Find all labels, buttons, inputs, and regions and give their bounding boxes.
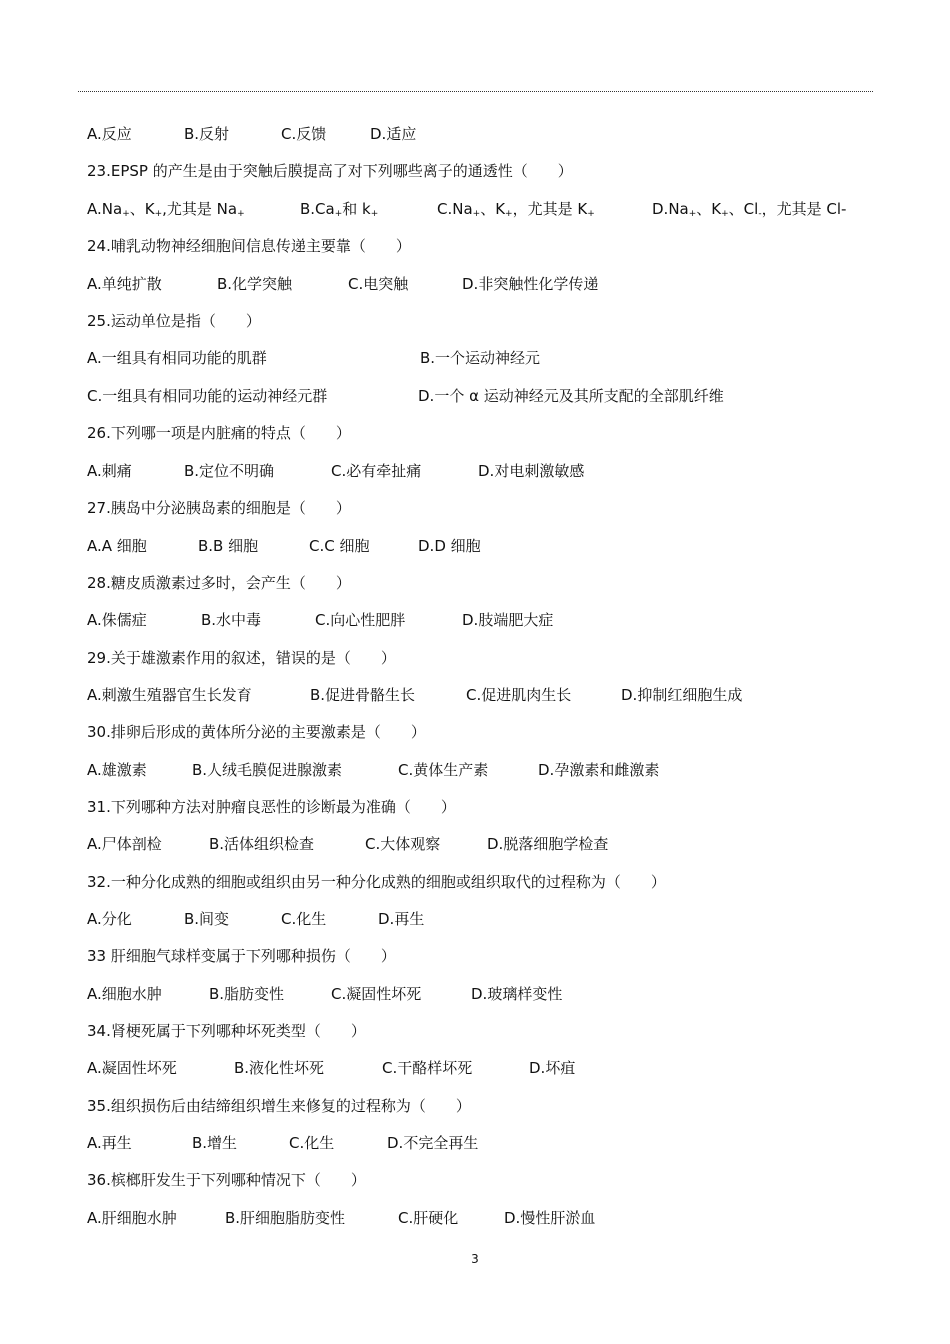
option-b: B.一个运动神经元 [420, 349, 541, 367]
question-34-stem: 34.肾梗死属于下列哪种坏死类型（ ） [87, 1022, 366, 1040]
option-a: A.侏儒症 [87, 611, 147, 629]
option-a: A.凝固性坏死 [87, 1059, 177, 1077]
option-b: B.间变 [184, 910, 230, 928]
question-26-stem: 26.下列哪一项是内脏痛的特点（ ） [87, 424, 351, 442]
option-b: B.水中毒 [201, 611, 262, 629]
option-d: D.再生 [378, 910, 425, 928]
question-28-stem: 28.糖皮质激素过多时，会产生（ ） [87, 574, 351, 592]
option-a: A.刺痛 [87, 462, 132, 480]
header-divider [78, 91, 873, 92]
option-a: A.肝细胞水肿 [87, 1209, 177, 1227]
option-d: D.非突触性化学传递 [462, 275, 599, 293]
question-24-stem: 24.哺乳动物神经细胞间信息传递主要靠（ ） [87, 237, 411, 255]
option-b: B.液化性坏死 [234, 1059, 325, 1077]
option-b: B.反射 [184, 125, 230, 143]
option-c: C.一组具有相同功能的运动神经元群 [87, 387, 328, 405]
option-d: D.脱落细胞学检查 [487, 835, 609, 853]
option-b: B.化学突触 [217, 275, 293, 293]
question-27-stem: 27.胰岛中分泌胰岛素的细胞是（ ） [87, 499, 351, 517]
option-a: A.刺激生殖器官生长发育 [87, 686, 252, 704]
question-32-stem: 32.一种分化成熟的细胞或组织由另一种分化成熟的细胞或组织取代的过程称为（ ） [87, 873, 666, 891]
question-36-stem: 36.槟榔肝发生于下列哪种情况下（ ） [87, 1171, 366, 1189]
option-d: D.慢性肝淤血 [504, 1209, 596, 1227]
option-c: C.必有牵扯痛 [331, 462, 422, 480]
option-b: B.肝细胞脂肪变性 [225, 1209, 346, 1227]
option-c: C.化生 [289, 1134, 335, 1152]
option-b: B.增生 [192, 1134, 238, 1152]
option-a: A.再生 [87, 1134, 132, 1152]
option-b: B.脂肪变性 [209, 985, 285, 1003]
option-c: $C.Na_+$、$K_+$，尤其是 $K_+$ [437, 200, 595, 219]
option-a: A.反应 [87, 125, 132, 143]
option-c: C.反馈 [281, 125, 327, 143]
question-29-stem: 29.关于雄激素作用的叙述，错误的是（ ） [87, 649, 396, 667]
option-b: B.人绒毛膜促进腺激素 [192, 761, 343, 779]
option-c: C.大体观察 [365, 835, 441, 853]
option-b: B.促进骨骼生长 [310, 686, 416, 704]
option-d: D.玻璃样变性 [471, 985, 563, 1003]
option-a: A.雄激素 [87, 761, 147, 779]
option-c: C.黄体生产素 [398, 761, 489, 779]
question-35-stem: 35.组织损伤后由结缔组织增生来修复的过程称为（ ） [87, 1097, 471, 1115]
option-a: A.一组具有相同功能的肌群 [87, 349, 267, 367]
option-b: B.定位不明确 [184, 462, 275, 480]
option-b: $B.Ca_+$和 $k_+$ [300, 200, 379, 219]
option-d: D.抑制红细胞生成 [621, 686, 743, 704]
option-d: D.孕激素和雌激素 [538, 761, 660, 779]
option-a: A.细胞水肿 [87, 985, 162, 1003]
option-c: C.肝硬化 [398, 1209, 459, 1227]
question-30-stem: 30.排卵后形成的黄体所分泌的主要激素是（ ） [87, 723, 426, 741]
option-a: A.分化 [87, 910, 132, 928]
question-33-stem: 33 肝细胞气球样变属于下列哪种损伤（ ） [87, 947, 396, 965]
option-c: C.向心性肥胖 [315, 611, 406, 629]
option-d: D.适应 [370, 125, 417, 143]
option-d: D.不完全再生 [387, 1134, 479, 1152]
option-d: D.一个 α 运动神经元及其所支配的全部肌纤维 [418, 387, 724, 405]
question-23-stem: 23.EPSP 的产生是由于突触后膜提高了对下列哪些离子的通透性（ ） [87, 162, 573, 180]
option-b: B.活体组织检查 [209, 835, 315, 853]
option-d: D.对电刺激敏感 [478, 462, 585, 480]
option-c: C.干酪样坏死 [382, 1059, 473, 1077]
option-c: C.凝固性坏死 [331, 985, 422, 1003]
option-d: D.肢端肥大症 [462, 611, 554, 629]
page-number: 3 [471, 1252, 479, 1266]
option-d: $D.Na_+$、$K_+$、$Cl_-$，尤其是 Cl- [652, 200, 847, 219]
option-b: B.B 细胞 [198, 537, 259, 555]
option-c: C.电突触 [348, 275, 409, 293]
option-c: C.促进肌肉生长 [466, 686, 572, 704]
option-a: A.A 细胞 [87, 537, 147, 555]
option-d: D.坏疽 [529, 1059, 576, 1077]
option-a: $A.Na_+$、$K_+$,尤其是 $Na_+$ [87, 200, 245, 219]
option-a: A.单纯扩散 [87, 275, 162, 293]
question-31-stem: 31.下列哪种方法对肿瘤良恶性的诊断最为准确（ ） [87, 798, 456, 816]
question-25-stem: 25.运动单位是指（ ） [87, 312, 261, 330]
option-c: C.C 细胞 [309, 537, 370, 555]
option-d: D.D 细胞 [418, 537, 481, 555]
option-a: A.尸体剖检 [87, 835, 162, 853]
option-c: C.化生 [281, 910, 327, 928]
